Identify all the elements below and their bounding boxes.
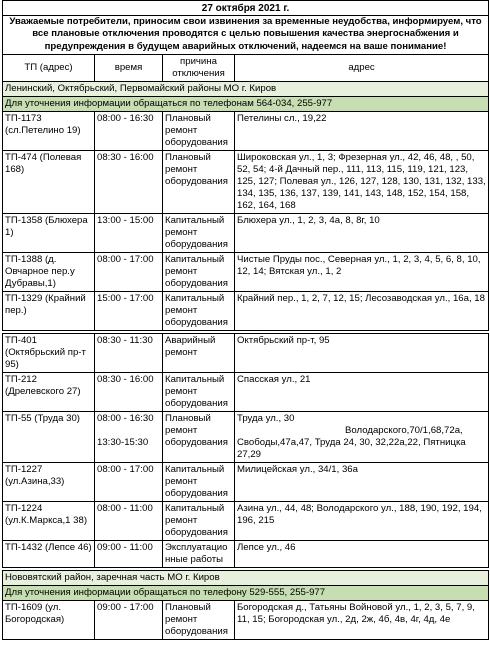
row-tp: ТП-1329 (Крайний пер.) [3,292,95,331]
row-reason: Капитальный ремонт оборудования [163,253,235,292]
row-address: Октябрьский пр-т, 95 [235,334,489,373]
row-address: Чистые Пруды пос., Северная ул., 1, 2, 3, 4, 5, 6, 8, 10, 12, 14; Вятская ул., 1, 2 [235,253,489,292]
table-row [3,502,489,541]
section-phone: Для уточнения информации обращаться по телефону 529-555, 255-977 [3,586,489,601]
row-tp: ТП-1224 (ул.К.Маркса,1 38) [3,502,95,541]
row-tp: ТП-1173 (сл.Петелино 19) [3,112,95,151]
row-address: Милицейская ул., 34/1, 36а [235,463,489,502]
row-time-cell [95,412,163,463]
col-header-tp: ТП (адрес) [3,55,95,82]
table-row [3,463,489,502]
row-reason: Эксплуатационные работы [163,541,235,568]
row-address-secondary: Володарского,70/1,68,72а, [345,425,463,437]
row-time-secondary: 13:30-15:30 [97,437,149,449]
row-address: Труда ул., 30 [237,413,295,425]
row-tp: ТП-212 (Дрелевского 27) [3,373,95,412]
section-region: Ленинский, Октябрьский, Первомайский районы МО г. Киров [3,82,489,97]
row-time: 08:30 - 16:00 [95,373,163,412]
row-tp: ТП-1227 (ул.Азина,33) [3,463,95,502]
row-address: Азина ул., 44, 48; Володарского ул., 188, 190, 192, 194, 196, 215 [235,502,489,541]
row-time: 09:00 - 17:00 [95,601,163,640]
table-row [3,541,489,568]
apology-notice: Уважаемые потребители, приносим свои извинения за временные неудобства, информируем, что все плановые отключения проводятся с целью повышения качества энергоснабжения и предупреждения в будущем аварийных отключений, надеемся на ваше понимание! [3,16,489,55]
row-tp: ТП-401 (Октябрьский пр-т 95) [3,334,95,373]
col-header-address: адрес [235,55,489,82]
row-address-tertiary: Свободы,47а,47, Труда 24, 30, 32,22а,22, Пятницка 27,29 [237,437,466,461]
row-time: 08:00 - 17:00 [95,463,163,502]
row-address: Широковская ул., 1, 3; Фрезерная ул., 42, 46, 48, , 50, 52, 54; 4-й Дачный пер., 111, 113, 115, 119, 121, 123, 125, 127; Полевая ул., 126, 127, 128, 130, 131, 132, 133, 134, 135, 136, 137, 139, 141, 143, 148, 152, 154, 158, 162, 164, 168 [235,151,489,214]
table-row [3,373,489,412]
row-time: 08:00 - 17:00 [95,253,163,292]
section-region: Нововятский район, заречная часть МО г. Киров [3,571,489,586]
row-tp: ТП-474 (Полевая 168) [3,151,95,214]
row-address-cell [235,412,489,463]
row-tp: ТП-55 (Труда 30) [3,412,95,463]
table-row [3,334,489,373]
row-reason: Капитальный ремонт оборудования [163,292,235,331]
row-reason: Плановый ремонт оборудования [163,601,235,640]
table-header [3,55,489,82]
row-tp: ТП-1358 (Блюхера 1) [3,214,95,253]
schedule-date: 27 октября 2021 г. [3,1,489,16]
outage-schedule [2,0,488,640]
row-time: 08:00 - 11:00 [95,502,163,541]
row-tp: ТП-1609 (ул. Богородская) [3,601,95,640]
row-reason: Капитальный ремонт оборудования [163,214,235,253]
row-time: 08:30 - 11:30 [95,334,163,373]
row-time: 09:00 - 11:00 [95,541,163,568]
col-header-time: время [95,55,163,82]
row-address: Богородская д., Татьяны Войновой ул., 1, 2, 3, 5, 7, 9, 11, 15; Богородская ул., 2д, 2ж, 4б, 4в, 4г, 4д, 4е [235,601,489,640]
row-tp: ТП-1432 (Лепсе 46) [3,541,95,568]
col-header-reason: причина отключения [163,55,235,82]
row-time: 08:00 - 16:30 [95,112,163,151]
table-row [3,112,489,151]
row-address: Крайний пер., 1, 2, 7, 12, 15; Лесозаводская ул., 16а, 18 [235,292,489,331]
row-reason: Капитальный ремонт оборудования [163,463,235,502]
table-row [3,412,489,463]
section-phone: Для уточнения информации обращаться по телефонам 564-034, 255-977 [3,97,489,112]
row-reason: Капитальный ремонт оборудования [163,373,235,412]
table-row [3,151,489,214]
row-address: Блюхера ул., 1, 2, 3, 4а, 8, 8г, 10 [235,214,489,253]
row-reason: Плановый ремонт оборудования [163,151,235,214]
table-row [3,292,489,331]
row-time: 08:30 - 16:00 [95,151,163,214]
row-tp: ТП-1388 (д. Овчарное пер.у Дубравы,1) [3,253,95,292]
row-time: 15:00 - 17:00 [95,292,163,331]
row-address: Спасская ул., 21 [235,373,489,412]
row-reason: Капитальный ремонт оборудования [163,502,235,541]
row-time: 08:00 - 16:30 [97,413,154,425]
table-row [3,601,489,640]
row-time: 13:00 - 15:00 [95,214,163,253]
table-row [3,214,489,253]
row-address: Петелины сл., 19,22 [235,112,489,151]
row-reason: Плановый ремонт оборудования [163,112,235,151]
outage-table [2,0,489,640]
row-reason: Аварийный ремонт [163,334,235,373]
table-row [3,253,489,292]
row-reason: Плановый ремонт оборудования [163,412,235,463]
row-address: Лепсе ул., 46 [235,541,489,568]
